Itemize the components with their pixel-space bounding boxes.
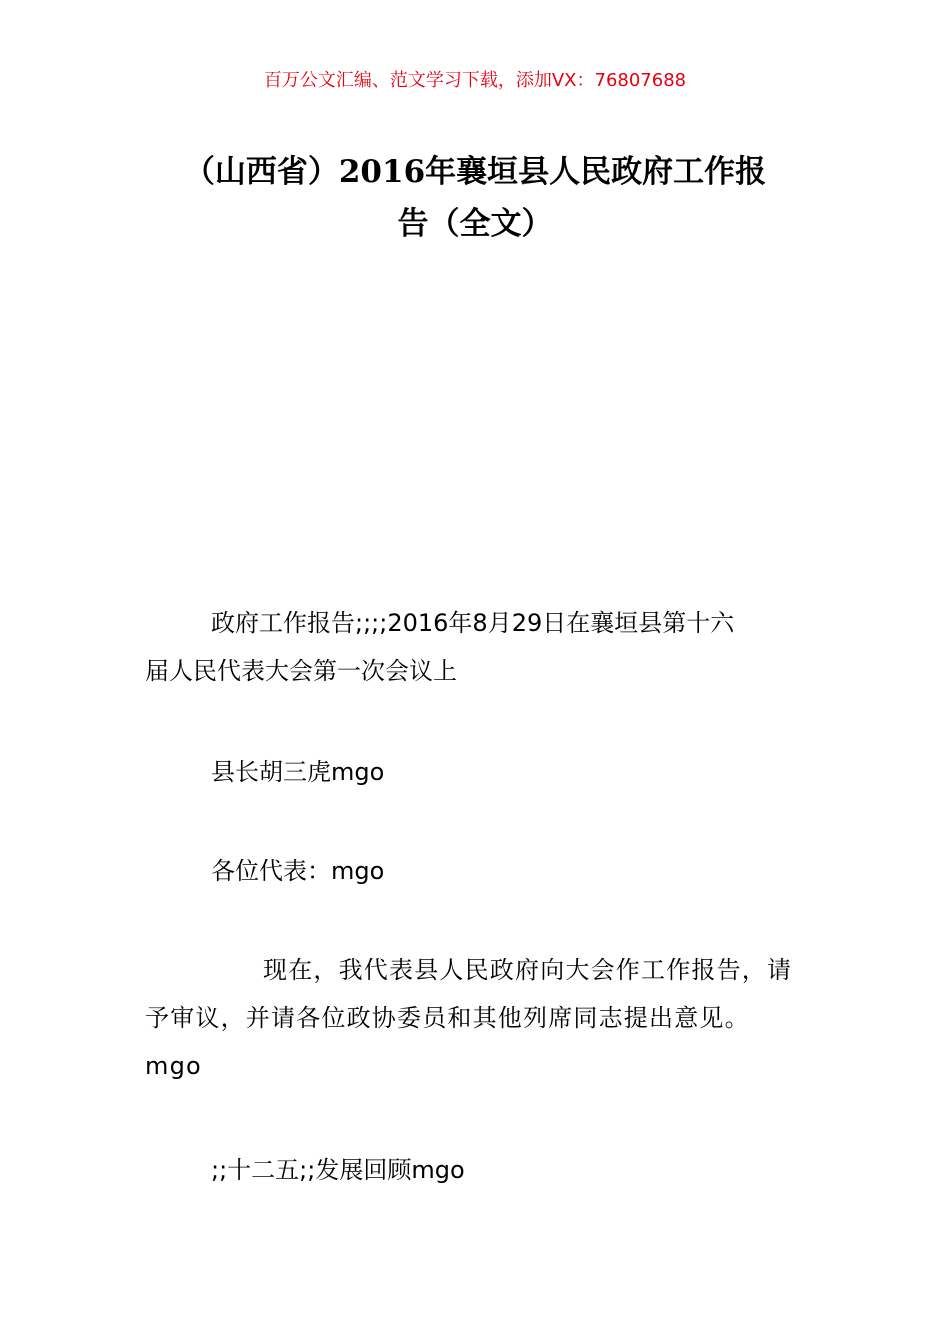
header-watermark-text: 百万公文汇编、范文学习下载，添加VX：76807688 <box>263 70 687 91</box>
document-title <box>140 146 810 250</box>
paragraph-opening <box>145 946 815 1090</box>
section-heading-line: ;;十二五;;发展回顾mgo <box>211 1156 465 1184</box>
title-line-2: 告（全文） <box>397 206 553 242</box>
paragraph-opening-line-3: mgo <box>145 1052 202 1080</box>
paragraph-intro-line-2: 届人民代表大会第一次会议上 <box>145 657 457 685</box>
paragraph-opening-line-1: 现在，我代表县人民政府向大会作工作报告，请 <box>263 956 793 984</box>
speaker-line: 县长胡三虎mgo <box>211 758 385 786</box>
paragraph-intro <box>145 599 815 695</box>
title-line-1: （山西省）2016年襄垣县人民政府工作报 <box>183 154 767 190</box>
paragraph-salutation <box>145 847 815 895</box>
paragraph-opening-line-2: 予审议，并请各位政协委员和其他列席同志提出意见。 <box>145 1004 750 1032</box>
section-heading <box>145 1146 815 1194</box>
paragraph-speaker <box>145 748 815 796</box>
paragraph-intro-line-1: 政府工作报告;;;;2016年8月29日在襄垣县第十六 <box>211 609 735 637</box>
salutation-line: 各位代表：mgo <box>211 857 385 885</box>
